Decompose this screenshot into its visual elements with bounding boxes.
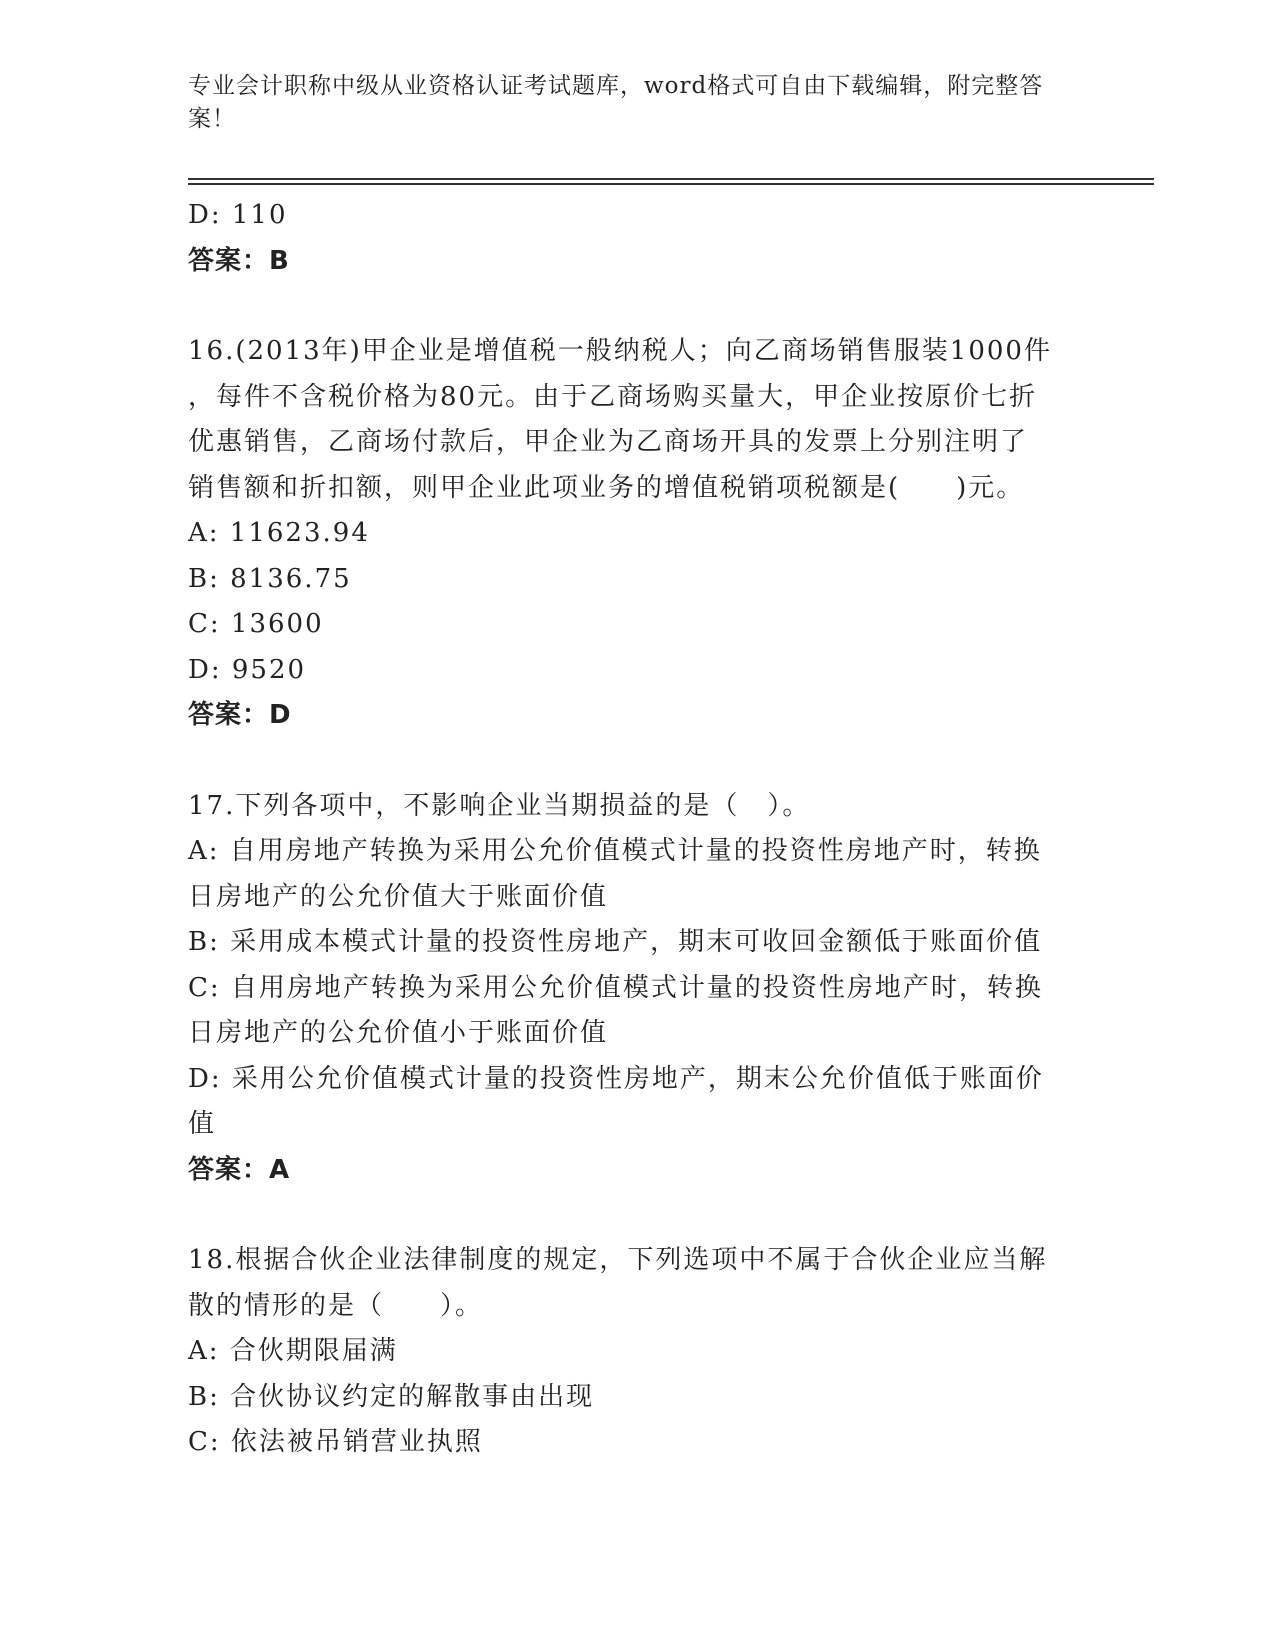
question-spacer xyxy=(188,284,1068,329)
q16-stem-line-4: 销售额和折扣额，则甲企业此项业务的增值税销项税额是( )元。 xyxy=(188,472,1025,503)
header-text: 专业会计职称中级从业资格认证考试题库，word格式可自由下载编辑，附完整答案！ xyxy=(188,73,1044,132)
q16-stem-line-2: ，每件不含税价格为80元。由于乙商场购买量大，甲企业按原价七折 xyxy=(188,381,1038,412)
page-header xyxy=(188,70,1068,136)
q16-option-b: B: 8136.75 xyxy=(188,563,352,594)
q16-stem-line-3: 优惠销售，乙商场付款后，甲企业为乙商场开具的发票上分别注明了 xyxy=(188,427,1029,457)
header-divider-bottom xyxy=(188,183,1154,185)
question-18 xyxy=(188,1238,1068,1466)
q16-option-a: A: 11623.94 xyxy=(188,518,370,548)
q15-answer: 答案：B xyxy=(188,245,290,276)
q17-option-c-line-1: C: 自用房地产转换为采用公允价值模式计量的投资性房地产时，转换 xyxy=(188,972,1043,1003)
q17-option-d-line-1: D: 采用公允价值模式计量的投资性房地产，期末公允价值低于账面价 xyxy=(188,1063,1044,1094)
q16-option-c: C: 13600 xyxy=(188,609,324,639)
q17-option-a-line-1: A: 自用房地产转换为采用公允价值模式计量的投资性房地产时，转换 xyxy=(188,836,1042,866)
question-16 xyxy=(188,329,1068,739)
q18-stem-line-2: 散的情形的是（ ）。 xyxy=(188,1290,484,1321)
q17-stem: 17.下列各项中，不影响企业当期损益的是（ ）。 xyxy=(188,790,811,821)
q18-stem-line-1: 18.根据合伙企业法律制度的规定，下列选项中不属于合伙企业应当解 xyxy=(188,1245,1048,1275)
question-list xyxy=(188,193,1068,1466)
q17-option-b: B: 采用成本模式计量的投资性房地产，期末可收回金额低于账面价值 xyxy=(188,927,1043,957)
question-spacer xyxy=(188,1193,1068,1238)
q17-option-c-line-2: 日房地产的公允价值小于账面价值 xyxy=(188,1018,609,1048)
question-spacer xyxy=(188,739,1068,784)
q17-option-a-line-2: 日房地产的公允价值大于账面价值 xyxy=(188,881,609,912)
q16-option-d: D: 9520 xyxy=(188,654,307,685)
question-17 xyxy=(188,784,1068,1194)
q17-option-d-line-2: 值 xyxy=(188,1109,217,1139)
q16-answer: 答案：D xyxy=(188,700,292,730)
q17-answer: 答案：A xyxy=(188,1154,291,1185)
header-divider-top xyxy=(188,178,1154,180)
q18-option-b: B: 合伙协议约定的解散事由出现 xyxy=(188,1381,595,1412)
q18-option-c: C: 依法被吊销营业执照 xyxy=(188,1427,483,1457)
q18-option-a: A: 合伙期限届满 xyxy=(188,1336,398,1366)
q16-stem-line-1: 16.(2013年)甲企业是增值税一般纳税人；向乙商场销售服装1000件 xyxy=(188,336,1052,366)
q15-option-d: D: 110 xyxy=(188,200,288,230)
